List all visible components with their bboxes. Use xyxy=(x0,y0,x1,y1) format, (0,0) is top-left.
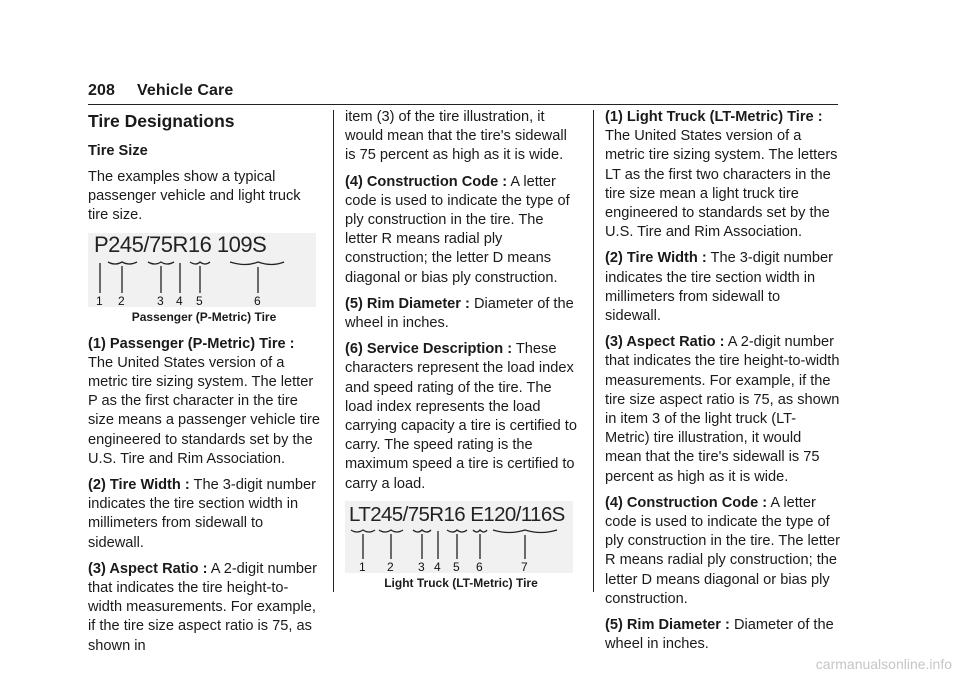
definition-item xyxy=(88,335,320,469)
definition-item xyxy=(345,295,577,333)
definition-text: The 3-digit number indicates the tire section width in millimeters from sidewall to sidewall. xyxy=(88,477,317,551)
definition-text: A 2-digit number that indicates the tire height-to-width measurements. For example, if the tire size aspect ratio is 75, as shown in item 3 of the light truck (LT-Metric) tire illustration, it would mean that the tire's sidewall is 75 percent as high as it is wide. xyxy=(605,334,840,485)
callout-label: 3 xyxy=(418,559,425,573)
definition-text: The United States version of a metric tire sizing system. The letter P as the first character in the tire size means a passenger vehicle tire engineered to standards set by the U.S. Tire and Rim Association. xyxy=(88,354,320,467)
callout-label: 5 xyxy=(453,559,460,573)
page-header xyxy=(88,82,838,100)
callout-label: 5 xyxy=(196,293,203,307)
callout-label: 4 xyxy=(176,293,183,307)
term: (4) Construction Code : xyxy=(605,494,768,511)
figure-caption: Light Truck (LT-Metric) Tire xyxy=(384,575,538,590)
definition-item xyxy=(605,333,840,487)
definition-text: The United States version of a metric tire sizing system. The letters LT as the first two characters in the tire size mean a light truck tire engineered to standards set by the U.S. Tire and Rim Association. xyxy=(605,128,838,241)
callout-label: 6 xyxy=(254,293,261,307)
term: (3) Aspect Ratio : xyxy=(605,334,725,351)
definition-text: A letter code is used to indicate the type of ply construction in the tire. The letter R means radial ply construction; the letter D means diagonal or bias ply construction. xyxy=(345,173,570,286)
tire-size-code: LT245/75R16 E120/116S xyxy=(349,502,565,526)
term: (4) Construction Code : xyxy=(345,173,508,190)
watermark: carmanualsonline.info xyxy=(815,656,952,672)
column-3 xyxy=(605,108,840,661)
subheading-tire-size: Tire Size xyxy=(88,143,148,159)
term: (5) Rim Diameter : xyxy=(605,617,730,634)
tire-size-code: P245/75R16 109S xyxy=(94,232,267,257)
term: (1) Passenger (P-Metric) Tire : xyxy=(88,335,295,352)
definition-text: Diameter of the wheel in inches. xyxy=(345,295,574,332)
definition-text: These characters represent the load index and speed rating of the tire. The load index represents the load carrying capacity a tire is certified to carry. The speed rating is the maximum speed a tire is certified to carry a load. xyxy=(345,341,577,492)
light-truck-tire-figure xyxy=(345,501,577,591)
intro-paragraph: The examples show a typical passenger vehicle and light truck tire size. xyxy=(88,169,301,224)
section-title: Vehicle Care xyxy=(137,82,234,99)
definition-item xyxy=(345,173,577,288)
continuation-paragraph: item (3) of the tire illustration, it would mean that the tire's sidewall is 75 percent as high as it is wide. xyxy=(345,109,567,164)
callout-diagram xyxy=(88,233,316,307)
column-divider xyxy=(333,110,334,592)
page-number: 208 xyxy=(88,82,115,99)
definition-text: The 3-digit number indicates the tire section width in millimeters from sidewall to sidewall. xyxy=(605,250,834,325)
definition-text: Diameter of the wheel in inches. xyxy=(605,617,834,653)
passenger-tire-illustration xyxy=(88,233,316,307)
term: (1) Light Truck (LT-Metric) Tire : xyxy=(605,109,823,125)
callout-label: 2 xyxy=(387,559,394,573)
light-truck-tire-illustration xyxy=(345,501,573,573)
page-title: Tire Designations xyxy=(88,111,235,131)
term: (5) Rim Diameter : xyxy=(345,295,470,312)
definition-text: A 2-digit number that indicates the tire height-to-width measurements. For example, if the tire size aspect ratio is 75, as shown in xyxy=(88,560,317,654)
definition-item xyxy=(88,560,320,656)
figure-caption: Passenger (P-Metric) Tire xyxy=(131,309,277,324)
passenger-tire-figure xyxy=(88,233,320,325)
definition-item xyxy=(605,249,840,326)
definition-text: A letter code is used to indicate the type of ply construction in the tire. The letter R means radial ply construction; the letter D means diagonal or bias ply construction. xyxy=(605,494,840,607)
callout-label: 1 xyxy=(359,559,366,573)
column-divider xyxy=(593,110,594,592)
definition-item xyxy=(605,494,840,609)
callout-label: 1 xyxy=(96,293,103,307)
callout-label: 7 xyxy=(521,559,528,573)
header-rule xyxy=(88,104,838,105)
definition-item xyxy=(345,340,577,494)
callout-label: 4 xyxy=(434,559,441,573)
callout-label: 2 xyxy=(118,293,125,307)
column-2 xyxy=(345,108,577,601)
term: (6) Service Description : xyxy=(345,341,513,358)
term: (2) Tire Width : xyxy=(88,477,190,494)
term: (2) Tire Width : xyxy=(605,250,707,267)
definition-item xyxy=(605,108,840,242)
definition-item xyxy=(88,476,320,553)
callout-label: 3 xyxy=(157,293,164,307)
callout-diagram xyxy=(345,501,573,573)
callout-label: 6 xyxy=(476,559,483,573)
column-1 xyxy=(88,108,320,663)
definition-item xyxy=(605,616,840,654)
term: (3) Aspect Ratio : xyxy=(88,560,208,577)
